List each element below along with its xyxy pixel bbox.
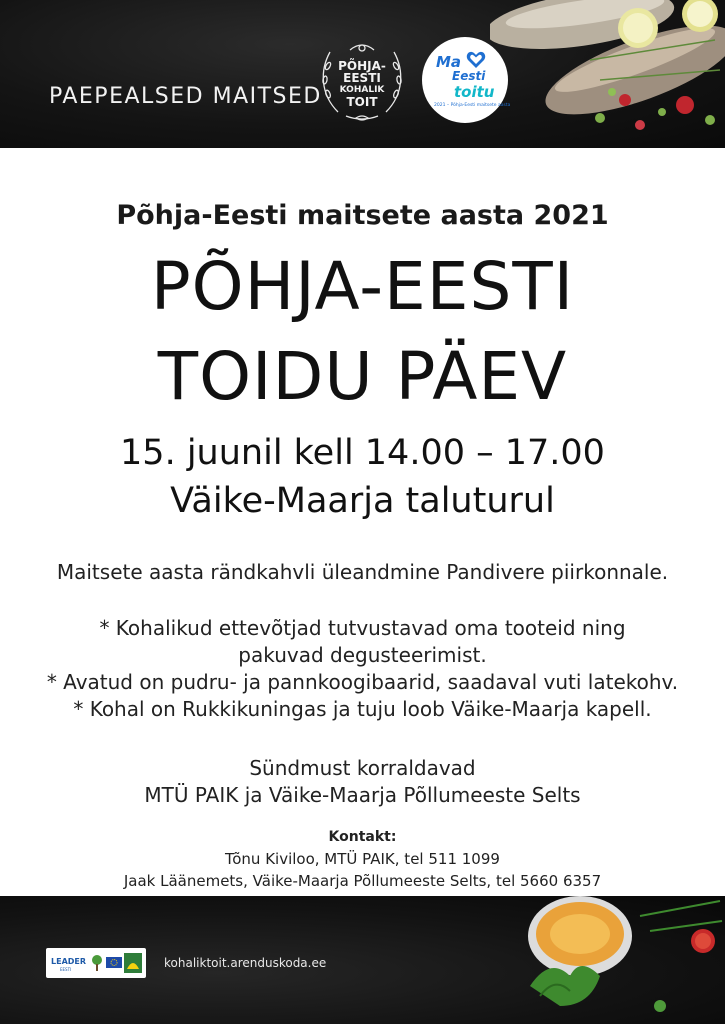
eu-flag-icon bbox=[106, 957, 122, 968]
footer-band bbox=[0, 896, 725, 1024]
organizers-names: MTÜ PAIK ja Väike-Maarja Põllumeeste Selts bbox=[144, 783, 581, 807]
header-band bbox=[0, 0, 725, 148]
event-date-time: 15. juunil kell 14.00 – 17.00 bbox=[120, 433, 605, 473]
soup-bowl-illustration-icon bbox=[500, 896, 725, 1024]
event-place: Väike-Maarja taluturul bbox=[170, 481, 555, 521]
event-bullet-3: * Kohal on Rukkikuningas ja tuju loob Väike-Maarja kapell. bbox=[73, 697, 652, 721]
seal-line-3: KOHALIK bbox=[339, 85, 385, 95]
event-subtitle: Põhja-Eesti maitsete aasta 2021 bbox=[116, 200, 609, 231]
event-bullet-2: * Avatud on pudru- ja pannkoogibaarid, saadaval vuti latekohv. bbox=[46, 670, 679, 694]
badge-line-3: toitu bbox=[454, 83, 495, 101]
leader-logo: LEADER bbox=[51, 957, 87, 966]
website-url: kohaliktoit.arenduskoda.ee bbox=[164, 956, 327, 970]
seal-text bbox=[316, 60, 408, 108]
event-title-line-1: PÕHJA-EESTI bbox=[150, 248, 575, 325]
leader-logo-sub: EESTI bbox=[60, 967, 72, 972]
seal-line-2: EESTI bbox=[343, 71, 381, 85]
rural-development-logo-icon bbox=[124, 953, 142, 973]
pohja-eesti-seal-logo bbox=[316, 40, 408, 124]
heart-icon bbox=[466, 51, 486, 69]
sponsor-logos bbox=[46, 948, 146, 978]
badge-caption: 2021 – Põhja-Eesti maitsete aasta bbox=[434, 103, 511, 108]
contact-person-1: Tõnu Kiviloo, MTÜ PAIK, tel 511 1099 bbox=[225, 850, 500, 868]
contact-person-2: Jaak Läänemets, Väike-Maarja Põllumeeste Selts, tel 5660 6357 bbox=[123, 872, 602, 890]
event-details bbox=[0, 148, 725, 896]
event-bullet-1: * Kohalikud ettevõtjad tutvustavad oma tooteid ning bbox=[99, 616, 626, 640]
contact-heading: Kontakt: bbox=[328, 829, 397, 845]
event-title-line-2: TOIDU PÄEV bbox=[157, 338, 568, 415]
badge-line-1: Ma bbox=[436, 53, 462, 71]
brand-slogan: PAEPEALSED MAITSED bbox=[49, 84, 322, 109]
seal-line-4: TOIT bbox=[346, 95, 378, 109]
organizers-label: Sündmust korraldavad bbox=[249, 756, 476, 780]
seal-line-1: PÕHJA- bbox=[338, 59, 386, 73]
tree-icon bbox=[90, 954, 104, 972]
event-intro: Maitsete aasta rändkahvli üleandmine Pandivere piirkonnale. bbox=[56, 560, 669, 584]
badge-line-2: Eesti bbox=[452, 69, 486, 83]
fish-illustration-icon bbox=[490, 0, 725, 148]
event-bullet-1-cont: pakuvad degusteerimist. bbox=[238, 643, 487, 667]
